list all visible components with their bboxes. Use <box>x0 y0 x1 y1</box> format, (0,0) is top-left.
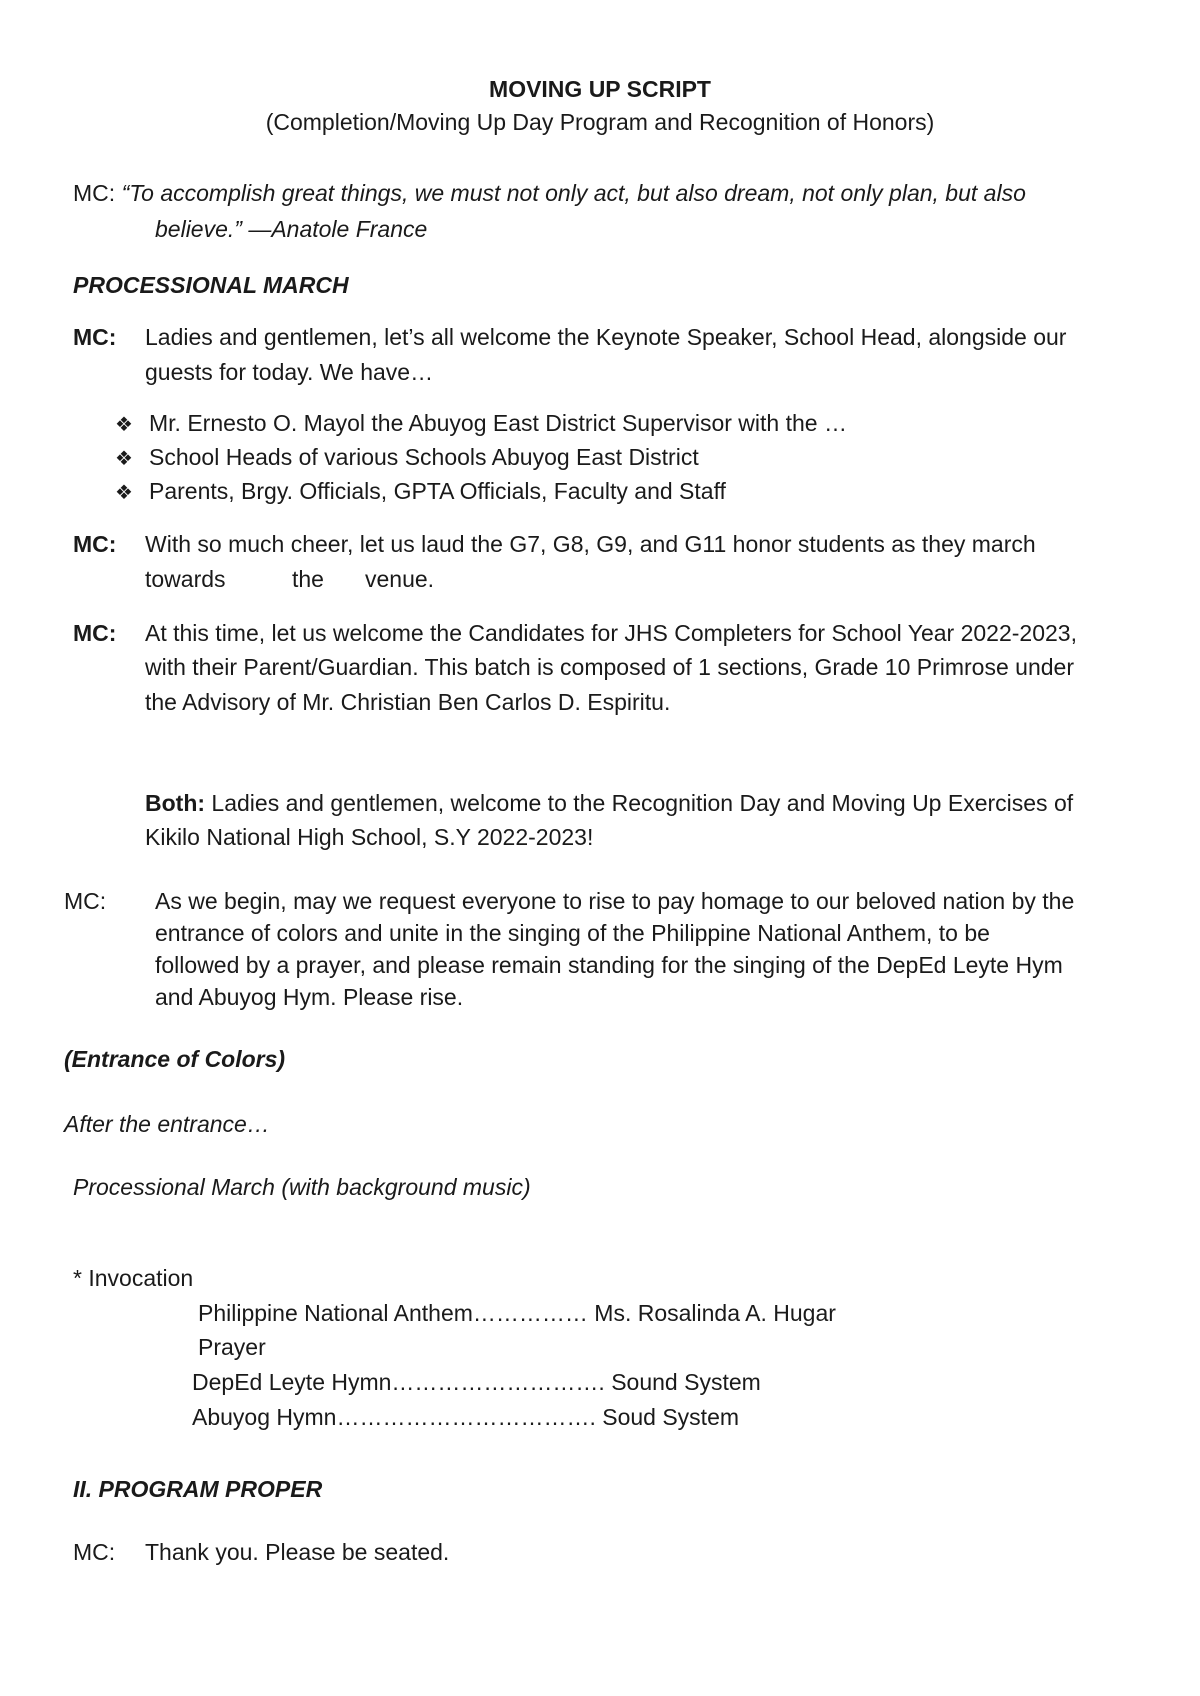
both-text: Ladies and gentlemen, welcome to the Recognition Day and Moving Up Exercises of <box>205 790 1074 816</box>
quote-block <box>73 176 1026 210</box>
program-item-abuyog-hymn: Abuyog Hymn……………………………. Soud System <box>192 1404 740 1430</box>
mc2-line-1: With so much cheer, let us laud the G7, G8, G9, and G11 honor students as they march <box>145 531 1036 557</box>
list-item <box>115 440 847 474</box>
after-entrance-note: After the entrance… <box>64 1111 270 1137</box>
guest-text: Mr. Ernesto O. Mayol the Abuyog East District Supervisor with the … <box>149 410 847 436</box>
mc4-line-1: As we begin, may we request everyone to rise to pay homage to our beloved nation by the <box>155 888 1075 914</box>
document-title: MOVING UP SCRIPT <box>489 76 711 102</box>
processional-music-note: Processional March (with background music) <box>73 1174 531 1200</box>
both-line-1 <box>145 786 1073 820</box>
mc3-line-1: At this time, let us welcome the Candidates for JHS Completers for School Year 2022-2023, <box>145 620 1077 646</box>
guest-list <box>115 406 847 508</box>
mc1-line-2: guests for today. We have… <box>145 359 434 385</box>
mc-label: MC: <box>73 531 117 557</box>
both-line-2: Kikilo National High School, S.Y 2022-2023! <box>145 824 594 850</box>
mc-label: MC: <box>73 1539 116 1565</box>
mc5-line-1: Thank you. Please be seated. <box>145 1539 450 1565</box>
list-item <box>115 406 847 440</box>
mc3-line-2: with their Parent/Guardian. This batch is composed of 1 sections, Grade 10 Primrose under <box>145 654 1074 680</box>
mc4-line-2: entrance of colors and unite in the singing of the Philippine National Anthem, to be <box>155 920 990 946</box>
section-heading-processional: PROCESSIONAL MARCH <box>73 272 349 298</box>
quote-line-1: “To accomplish great things, we must not only act, but also dream, not only plan, but also <box>121 180 1026 206</box>
quote-line-2: believe.” —Anatole France <box>155 216 428 242</box>
mc2-line-2-word-2: the <box>292 566 324 592</box>
mc2-line-2-word-1: towards <box>145 566 226 592</box>
document-subtitle: (Completion/Moving Up Day Program and Recognition of Honors) <box>265 109 935 135</box>
guest-text: Parents, Brgy. Officials, GPTA Officials, Faculty and Staff <box>149 478 726 504</box>
both-label: Both: <box>145 790 206 816</box>
diamond-bullet-icon: ❖ <box>115 414 133 436</box>
mc-label: MC: <box>73 180 116 206</box>
invocation-heading: * Invocation <box>73 1265 194 1291</box>
mc-label: MC: <box>73 620 117 646</box>
mc4-line-3: followed by a prayer, and please remain standing for the singing of the DepEd Leyte Hym <box>155 952 1063 978</box>
mc-label: MC: <box>64 888 107 914</box>
guest-text: School Heads of various Schools Abuyog East District <box>149 444 699 470</box>
section-heading-program-proper: II. PROGRAM PROPER <box>73 1476 323 1502</box>
mc1-line-1: Ladies and gentlemen, let’s all welcome the Keynote Speaker, School Head, alongside our <box>145 324 1067 350</box>
list-item <box>115 474 847 508</box>
mc2-line-2-word-3: venue. <box>365 566 435 592</box>
mc-label: MC: <box>73 324 117 350</box>
diamond-bullet-icon: ❖ <box>115 448 133 470</box>
mc4-line-4: and Abuyog Hym. Please rise. <box>155 984 464 1010</box>
entrance-of-colors: (Entrance of Colors) <box>64 1046 286 1072</box>
program-item-deped-hymn: DepEd Leyte Hymn………………………. Sound System <box>192 1369 761 1395</box>
diamond-bullet-icon: ❖ <box>115 482 133 504</box>
program-item-prayer: Prayer <box>198 1334 266 1360</box>
program-item-anthem: Philippine National Anthem…………… Ms. Rosalinda A. Hugar <box>198 1300 836 1326</box>
mc3-line-3: the Advisory of Mr. Christian Ben Carlos D. Espiritu. <box>145 689 671 715</box>
